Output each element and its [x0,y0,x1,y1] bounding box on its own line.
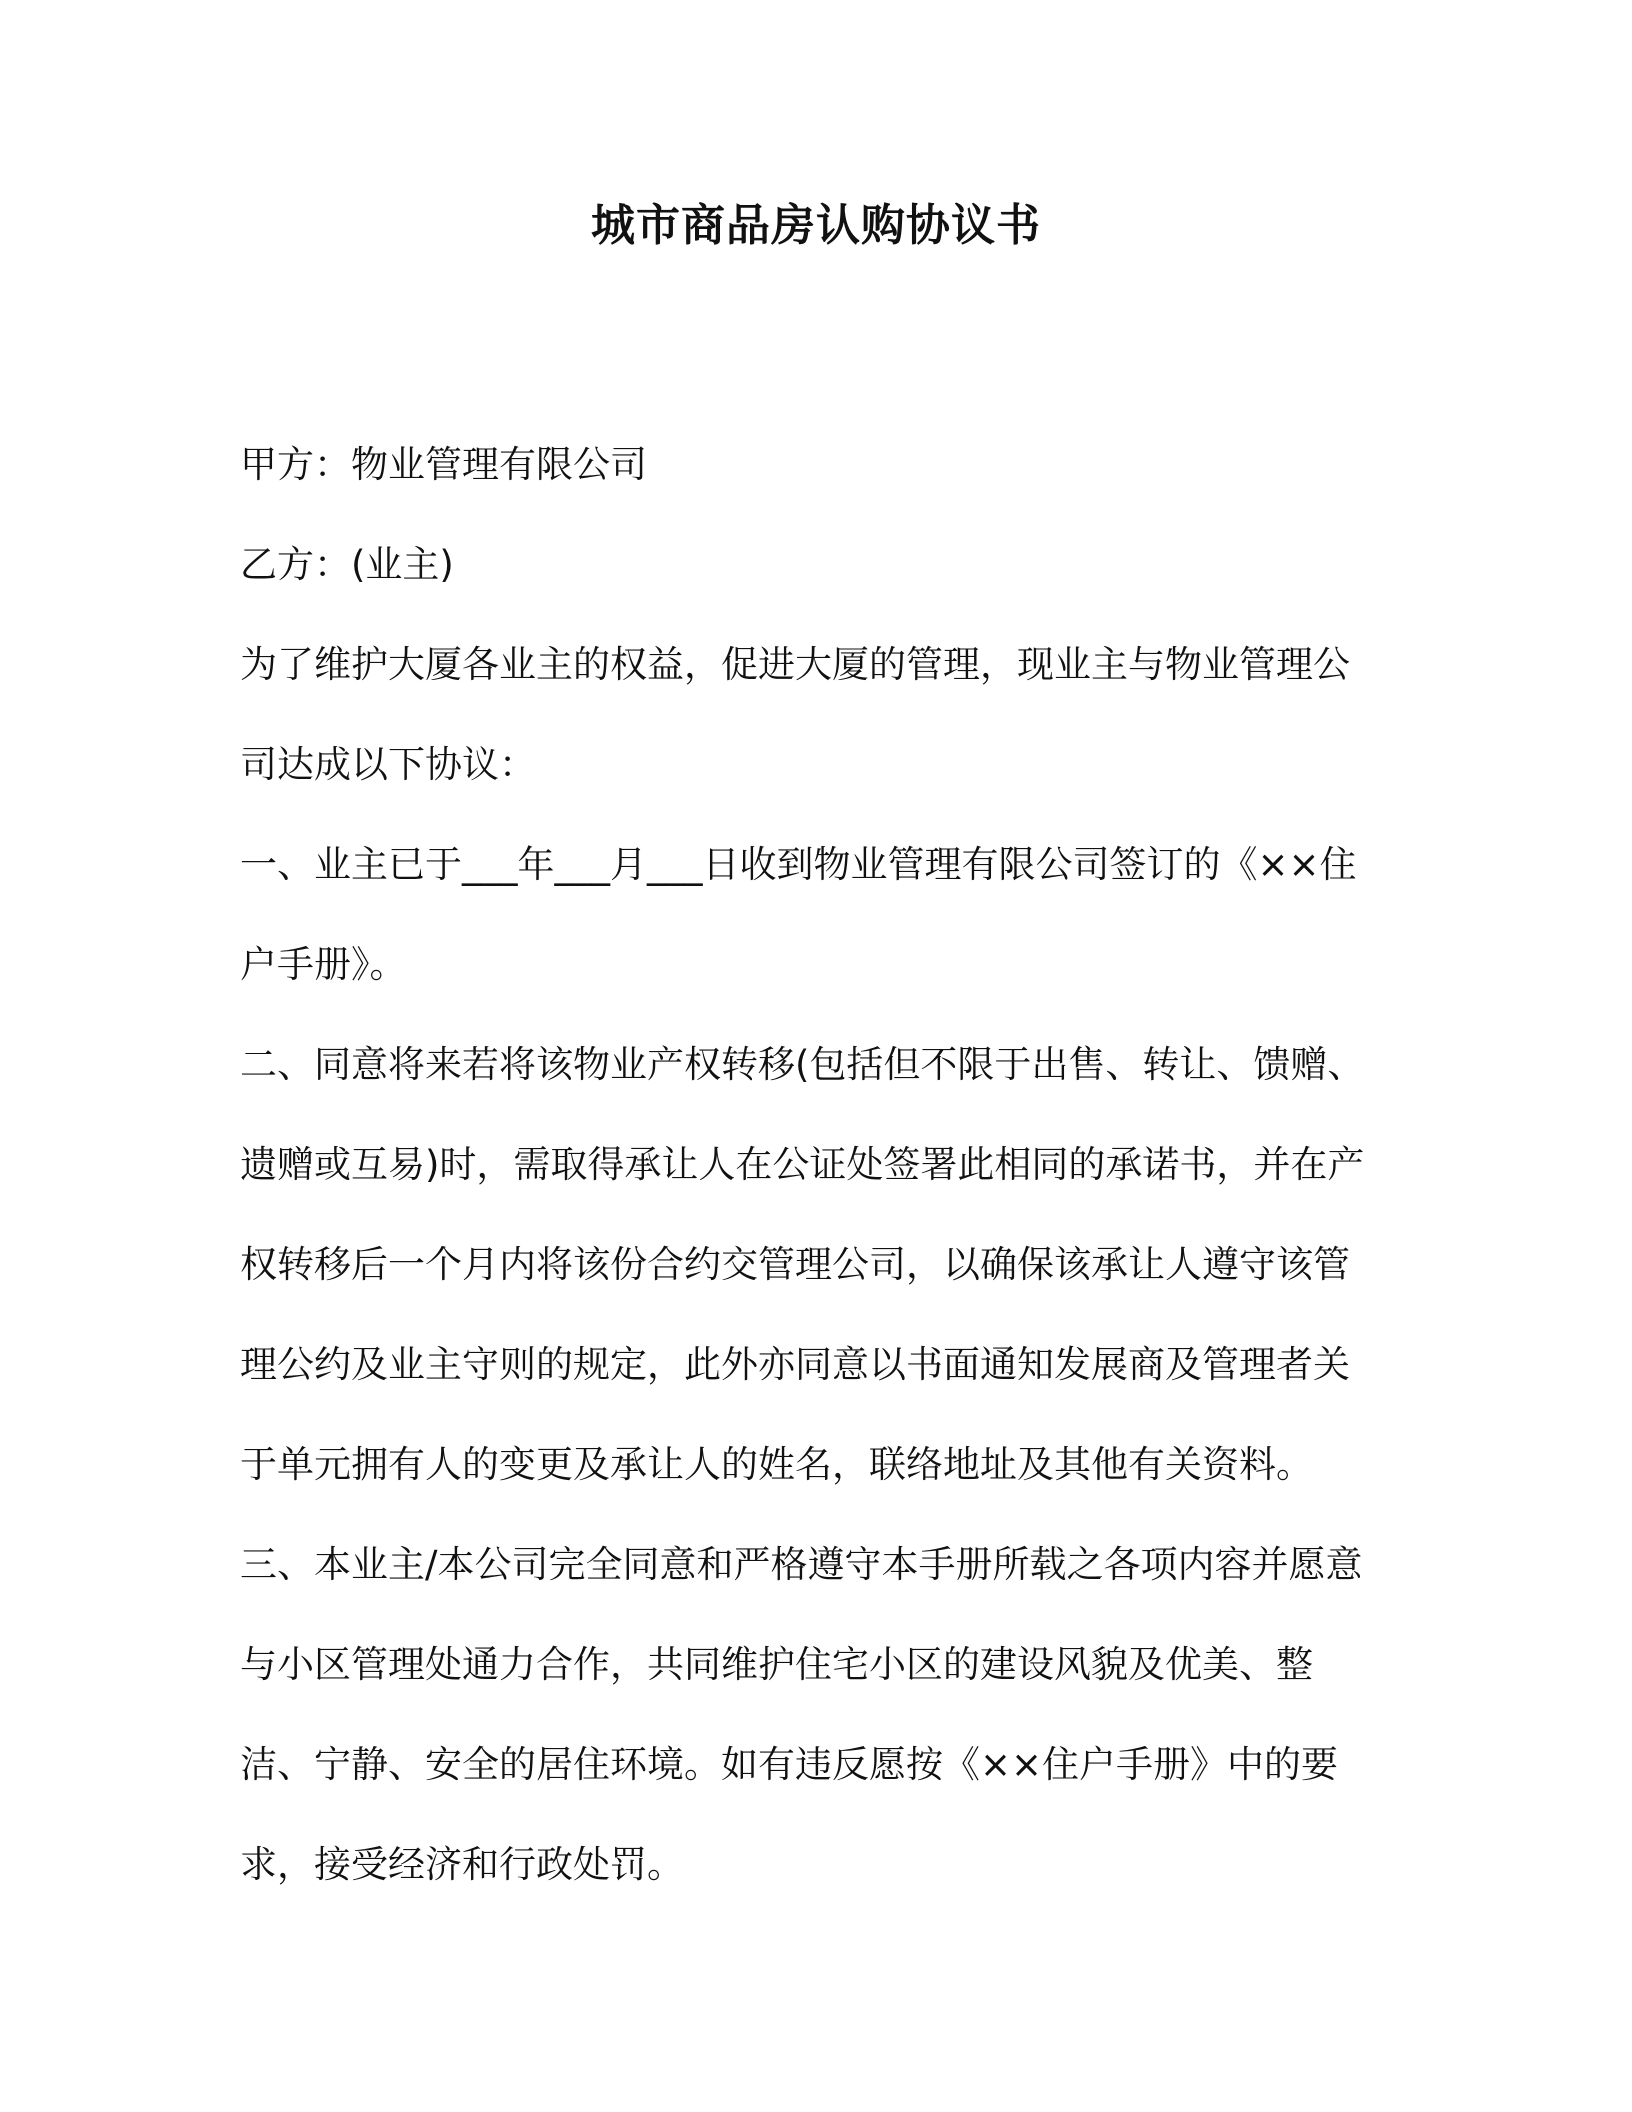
clause-one-paragraph: 一、业主已于___年___月___日收到物业管理有限公司签订的《××住户手册》。 [240,843,1357,986]
preamble-paragraph: 为了维护大厦各业主的权益，促进大厦的管理，现业主与物业管理公司达成以下协议： [240,643,1350,786]
clause-two-three-paragraph: 二、同意将来若将该物业产权转移(包括但不限于出售、转让、馈赠、遗赠或互易)时，需取得承让人在公证处签署此相同的承诺书，并在产权转移后一个月内将该份合约交管理公司，以确保该承让人遵守该管理公约及业主守则的规定，此外亦同意以书面通知发展商及管理者关于单元拥有人的变更及承让人的姓名，联络地址及其他有关资料。三、本业主/本公司完全同意和严格遵守本手册所载之各项内容并愿意与小区管理处通力合作，共同维护住宅小区的建设风貌及优美、整洁、宁静、安全的居住环境。如有违反愿按《××住户手册》中的要求，接受经济和行政处罚。 [240,1043,1365,1886]
party-a-line: 甲方：物业管理有限公司 [240,443,647,486]
party-b-line: 乙方：(业主) [240,543,454,586]
document-body [240,415,1380,1915]
document-title: 城市商品房认购协议书 [591,200,1041,251]
